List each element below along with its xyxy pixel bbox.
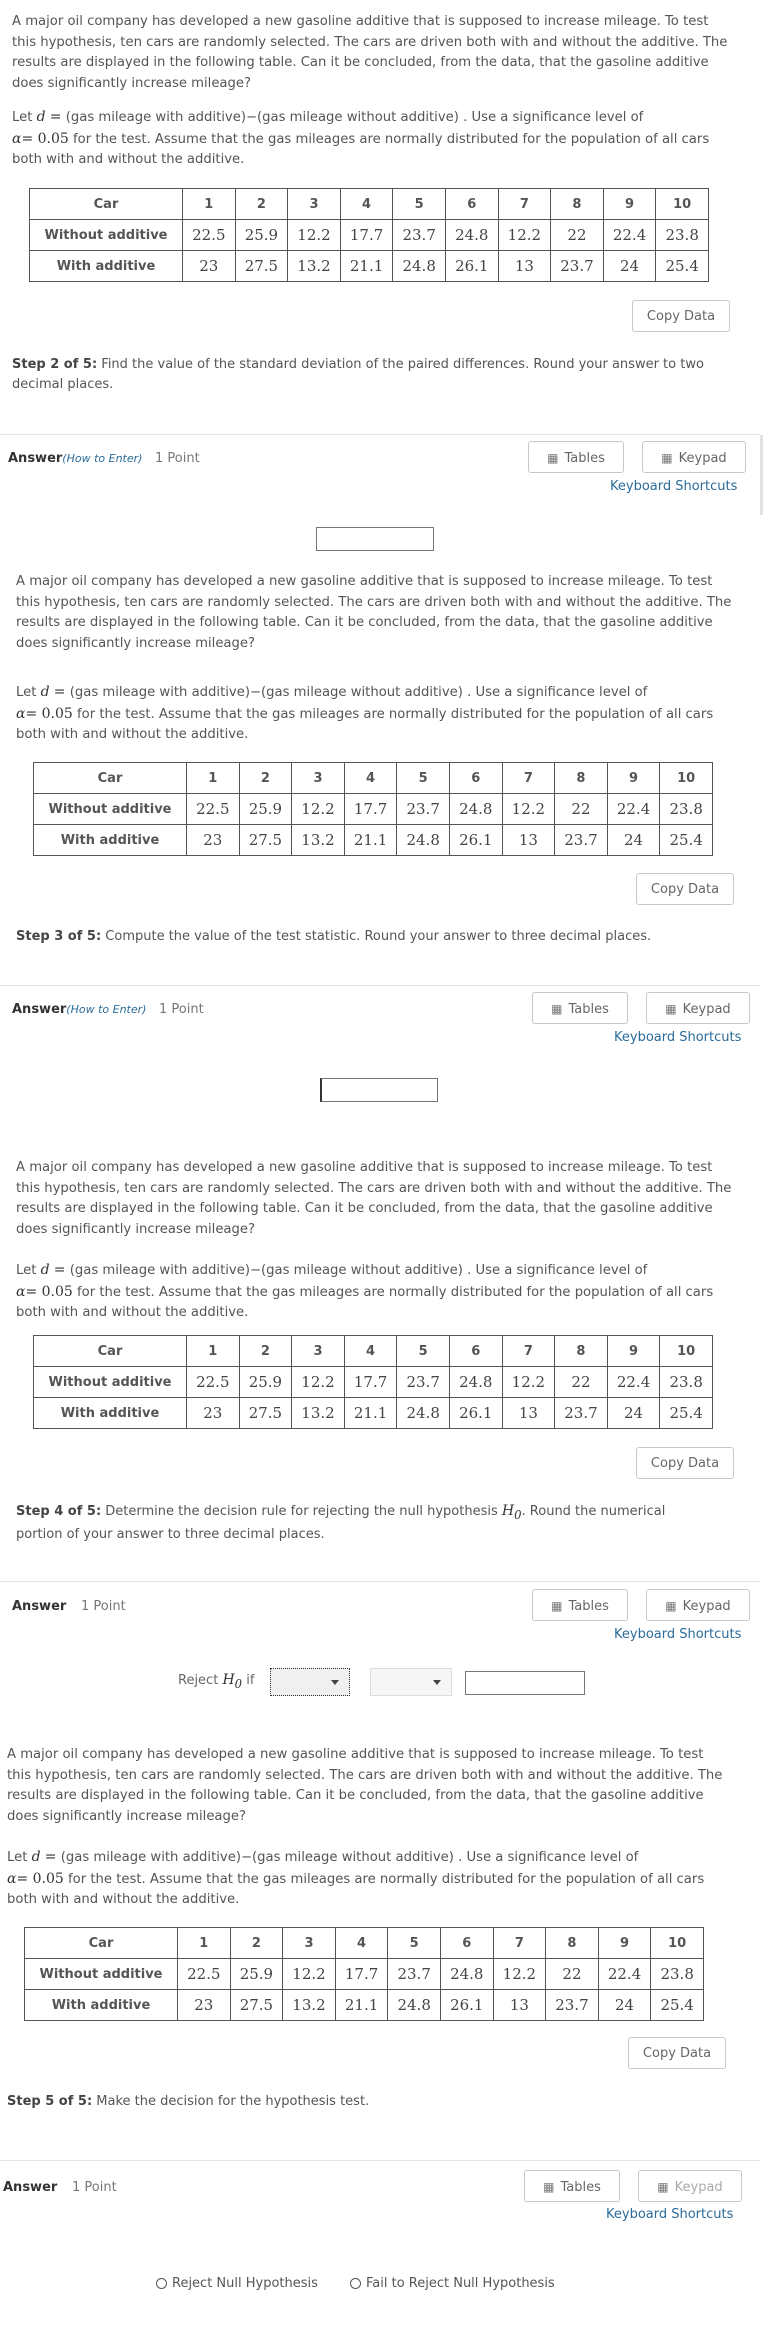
table-header-cell: 7	[502, 1336, 555, 1367]
table-cell: 24	[603, 251, 656, 282]
table-cell: 21.1	[340, 251, 393, 282]
keyboard-shortcuts-link[interactable]: Keyboard Shortcuts	[614, 1030, 742, 1045]
table-cell: 23.7	[397, 794, 450, 825]
table-icon: ▦	[551, 1002, 563, 1016]
question-card-step-3	[0, 565, 768, 1130]
problem-definition: Let d = (gas mileage with additive)−(gas mileage without additive) . Use a significance level of α= 0.05 for the test. Assume that the gas mileages are normally distributed for the population of all cars both with and without the additive.	[16, 684, 714, 742]
how-to-enter-link[interactable]: (How to Enter)	[62, 452, 143, 465]
table-row	[34, 825, 713, 856]
h0-symbol: $H_0$	[222, 1672, 243, 1691]
table-header-cell: 10	[656, 189, 709, 220]
table-cell: 25.4	[651, 1990, 704, 2021]
table-header-cell: 6	[440, 1928, 493, 1959]
table-cell: 24	[598, 1990, 651, 2021]
table-cell: 25.9	[239, 794, 292, 825]
table-header-cell: 3	[292, 1336, 345, 1367]
table-cell: 23.8	[660, 794, 713, 825]
table-cell: 12.2	[292, 1367, 345, 1398]
table-cell: 17.7	[344, 794, 397, 825]
table-row-label: Without additive	[30, 220, 183, 251]
table-row-label: Without additive	[25, 1959, 178, 1990]
table-cell: 27.5	[239, 1398, 292, 1429]
copy-data-button[interactable]: Copy Data	[632, 300, 730, 332]
table-cell: 23	[183, 251, 236, 282]
table-cell: 23	[187, 825, 240, 856]
table-header-cell: 1	[178, 1928, 231, 1959]
table-header-cell: 5	[397, 763, 450, 794]
table-header-cell: 2	[239, 1336, 292, 1367]
table-cell: 12.2	[292, 794, 345, 825]
mileage-table	[33, 1335, 713, 1429]
table-header-cell: 2	[230, 1928, 283, 1959]
table-row	[34, 1398, 713, 1429]
table-header-car: Car	[25, 1928, 178, 1959]
table-cell: 22.4	[598, 1959, 651, 1990]
table-row	[34, 1367, 713, 1398]
table-cell: 24.8	[397, 1398, 450, 1429]
question-card-step-5	[0, 1740, 768, 2336]
table-header-row	[34, 763, 713, 794]
question-card-step-4	[0, 1150, 768, 1720]
table-cell: 25.9	[239, 1367, 292, 1398]
copy-data-button[interactable]: Copy Data	[628, 2037, 726, 2069]
calculator-icon: ▦	[657, 2180, 669, 2194]
table-cell: 21.1	[344, 825, 397, 856]
reject-if-label: Reject $H_0$ if	[178, 1672, 255, 1691]
table-row-label: With additive	[34, 825, 187, 856]
table-cell: 13.2	[288, 251, 341, 282]
table-cell: 13	[493, 1990, 546, 2021]
table-row-label: Without additive	[34, 1367, 187, 1398]
table-header-cell: 9	[603, 189, 656, 220]
table-cell: 27.5	[235, 251, 288, 282]
calculator-icon: ▦	[665, 1599, 677, 1613]
table-header-row	[25, 1928, 704, 1959]
table-cell: 22	[546, 1959, 599, 1990]
answer-label: Answer(How to Enter)	[8, 451, 143, 466]
table-row	[30, 220, 709, 251]
table-cell: 12.2	[288, 220, 341, 251]
points-label: 1 Point	[72, 2180, 117, 2195]
table-row	[34, 794, 713, 825]
table-header-cell: 4	[344, 763, 397, 794]
table-cell: 22.4	[607, 1367, 660, 1398]
keyboard-shortcuts-link[interactable]: Keyboard Shortcuts	[610, 479, 738, 494]
table-cell: 23.8	[651, 1959, 704, 1990]
problem-intro: A major oil company has developed a new gasoline additive that is supposed to increase mileage. To test this hypothesis, ten cars are randomly selected. The cars are driven both with and without the additive. The results are displayed in the following table. Can it be concluded, from the data, that the gasoline additive does significantly increase mileage?	[7, 1747, 723, 1824]
keypad-button[interactable]: ▦ Keypad	[646, 1589, 750, 1621]
table-header-cell: 5	[393, 189, 446, 220]
radio-reject-null[interactable]: Reject Null Hypothesis	[156, 2276, 318, 2291]
table-cell: 12.2	[502, 1367, 555, 1398]
how-to-enter-link[interactable]: (How to Enter)	[66, 1003, 147, 1016]
table-cell: 26.1	[445, 251, 498, 282]
table-cell: 17.7	[344, 1367, 397, 1398]
table-icon: ▦	[543, 2180, 555, 2194]
table-cell: 22.5	[183, 220, 236, 251]
table-cell: 13	[502, 825, 555, 856]
table-cell: 25.9	[230, 1959, 283, 1990]
step-3-prompt: Step 3 of 5: Compute the value of the test statistic. Round your answer to three decimal places.	[16, 929, 652, 944]
keyboard-shortcuts-link[interactable]: Keyboard Shortcuts	[606, 2207, 734, 2222]
table-cell: 24	[607, 825, 660, 856]
tables-button[interactable]: ▦ Tables	[524, 2170, 620, 2202]
radio-circle-icon	[350, 2278, 361, 2289]
table-cell: 24.8	[388, 1990, 441, 2021]
table-cell: 13.2	[292, 1398, 345, 1429]
table-cell: 24	[607, 1398, 660, 1429]
table-cell: 22	[551, 220, 604, 251]
table-cell: 23.7	[555, 825, 608, 856]
problem-intro: A major oil company has developed a new gasoline additive that is supposed to increase mileage. To test this hypothesis, ten cars are randomly selected. The cars are driven both with and without the additive. The results are displayed in the following table. Can it be concluded, from the data, that the gasoline additive does significantly increase mileage?	[12, 14, 728, 91]
table-cell: 23.7	[397, 1367, 450, 1398]
table-cell: 27.5	[230, 1990, 283, 2021]
table-header-cell: 4	[344, 1336, 397, 1367]
keypad-button[interactable]: ▦ Keypad	[638, 2170, 742, 2202]
table-cell: 27.5	[239, 825, 292, 856]
table-header-cell: 3	[288, 189, 341, 220]
table-header-cell: 5	[397, 1336, 450, 1367]
table-cell: 23.8	[656, 220, 709, 251]
table-header-row	[34, 1336, 713, 1367]
problem-intro: A major oil company has developed a new gasoline additive that is supposed to increase mileage. To test this hypothesis, ten cars are randomly selected. The cars are driven both with and without the additive. The results are displayed in the following table. Can it be concluded, from the data, that the gasoline additive does significantly increase mileage?	[16, 1160, 732, 1237]
tables-button[interactable]: ▦ Tables	[528, 441, 624, 473]
table-cell: 13.2	[283, 1990, 336, 2021]
table-header-cell: 7	[498, 189, 551, 220]
table-cell: 25.4	[660, 825, 713, 856]
table-cell: 12.2	[498, 220, 551, 251]
table-cell: 17.7	[340, 220, 393, 251]
table-cell: 26.1	[449, 825, 502, 856]
table-cell: 12.2	[502, 794, 555, 825]
table-header-cell: 6	[449, 1336, 502, 1367]
table-header-cell: 4	[335, 1928, 388, 1959]
keypad-button[interactable]: ▦ Keypad	[642, 441, 746, 473]
problem-definition: Let d = (gas mileage with additive)−(gas mileage without additive) . Use a significance level of α= 0.05 for the test. Assume that the gas mileages are normally distributed for the population of all cars both with and without the additive.	[16, 1262, 714, 1320]
table-header-cell: 8	[551, 189, 604, 220]
points-label: 1 Point	[155, 451, 200, 466]
h0-symbol: $H_0$	[501, 1503, 522, 1522]
table-cell: 23.7	[393, 220, 446, 251]
table-cell: 12.2	[283, 1959, 336, 1990]
table-cell: 22	[555, 1367, 608, 1398]
tables-button[interactable]: ▦ Tables	[532, 992, 628, 1024]
table-row	[30, 251, 709, 282]
table-row-label: With additive	[34, 1398, 187, 1429]
answer-label: Answer	[12, 1599, 67, 1614]
problem-definition: Let d = (gas mileage with additive)−(gas mileage without additive) . Use a significance level of α= 0.05 for the test. Assume that the gas mileages are normally distributed for the population of all cars both with and without the additive.	[7, 1849, 705, 1907]
table-cell: 24.8	[393, 251, 446, 282]
table-header-cell: 10	[660, 763, 713, 794]
table-cell: 26.1	[449, 1398, 502, 1429]
table-cell: 23.7	[388, 1959, 441, 1990]
points-label: 1 Point	[81, 1599, 126, 1614]
table-cell: 25.9	[235, 220, 288, 251]
table-header-cell: 8	[546, 1928, 599, 1959]
problem-intro: A major oil company has developed a new gasoline additive that is supposed to increase mileage. To test this hypothesis, ten cars are randomly selected. The cars are driven both with and without the additive. The results are displayed in the following table. Can it be concluded, from the data, that the gasoline additive does significantly increase mileage?	[16, 574, 732, 651]
table-header-cell: 9	[607, 763, 660, 794]
table-cell: 13	[502, 1398, 555, 1429]
table-cell: 21.1	[344, 1398, 397, 1429]
scrollbar-track[interactable]	[760, 435, 763, 515]
answer-input[interactable]	[320, 1078, 438, 1102]
table-header-cell: 2	[239, 763, 292, 794]
table-cell: 23.7	[546, 1990, 599, 2021]
divider	[0, 2160, 760, 2161]
divider	[0, 985, 760, 986]
table-header-cell: 2	[235, 189, 288, 220]
table-header-cell: 8	[555, 1336, 608, 1367]
mileage-table	[33, 762, 713, 856]
table-row	[25, 1959, 704, 1990]
points-label: 1 Point	[159, 1002, 204, 1017]
table-header-car: Car	[30, 189, 183, 220]
table-header-cell: 6	[449, 763, 502, 794]
table-header-row	[30, 189, 709, 220]
table-cell: 17.7	[335, 1959, 388, 1990]
calculator-icon: ▦	[661, 451, 673, 465]
step-2-prompt: Step 2 of 5: Find the value of the standard deviation of the paired differences. Round your answer to two decimal places.	[12, 357, 704, 392]
table-header-cell: 7	[502, 763, 555, 794]
divider	[0, 434, 760, 435]
table-cell: 23	[187, 1398, 240, 1429]
table-cell: 22.4	[607, 794, 660, 825]
table-header-cell: 10	[651, 1928, 704, 1959]
keyboard-shortcuts-link[interactable]: Keyboard Shortcuts	[614, 1627, 742, 1642]
table-cell: 12.2	[493, 1959, 546, 1990]
table-cell: 21.1	[335, 1990, 388, 2021]
divider	[0, 1581, 760, 1582]
table-cell: 24.8	[449, 1367, 502, 1398]
step-4-prompt: Step 4 of 5: Determine the decision rule for rejecting the null hypothesis $H_0$. Round the numerical portion of your answer to three decimal places.	[16, 1503, 666, 1542]
table-header-cell: 1	[187, 763, 240, 794]
copy-data-button[interactable]: Copy Data	[636, 1447, 734, 1479]
table-cell: 22.5	[187, 794, 240, 825]
table-row-label: With additive	[25, 1990, 178, 2021]
table-cell: 22.5	[187, 1367, 240, 1398]
keypad-button[interactable]: ▦ Keypad	[646, 992, 750, 1024]
test-statistic-select[interactable]	[270, 1668, 350, 1696]
calculator-icon: ▦	[665, 1002, 677, 1016]
table-header-cell: 9	[598, 1928, 651, 1959]
table-row	[25, 1990, 704, 2021]
table-cell: 24.8	[445, 220, 498, 251]
tables-button[interactable]: ▦ Tables	[532, 1589, 628, 1621]
table-cell: 22	[555, 794, 608, 825]
table-cell: 24.8	[397, 825, 450, 856]
table-header-cell: 10	[660, 1336, 713, 1367]
table-header-cell: 1	[187, 1336, 240, 1367]
comparison-operator-select[interactable]	[370, 1668, 452, 1696]
table-header-cell: 6	[445, 189, 498, 220]
mileage-table	[29, 188, 709, 282]
table-cell: 24.8	[449, 794, 502, 825]
table-cell: 22.4	[603, 220, 656, 251]
table-row-label: With additive	[30, 251, 183, 282]
table-icon: ▦	[551, 1599, 563, 1613]
radio-circle-icon	[156, 2278, 167, 2289]
table-cell: 23	[178, 1990, 231, 2021]
table-header-cell: 3	[283, 1928, 336, 1959]
table-header-cell: 4	[340, 189, 393, 220]
radio-fail-to-reject-null[interactable]: Fail to Reject Null Hypothesis	[350, 2276, 555, 2291]
table-cell: 25.4	[656, 251, 709, 282]
critical-value-input[interactable]	[465, 1671, 585, 1695]
table-cell: 22.5	[178, 1959, 231, 1990]
table-header-cell: 8	[555, 763, 608, 794]
mileage-table	[24, 1927, 704, 2021]
table-header-car: Car	[34, 1336, 187, 1367]
table-cell: 23.7	[555, 1398, 608, 1429]
table-cell: 24.8	[440, 1959, 493, 1990]
chevron-down-icon	[433, 1680, 441, 1685]
table-header-cell: 7	[493, 1928, 546, 1959]
table-cell: 25.4	[660, 1398, 713, 1429]
table-header-cell: 5	[388, 1928, 441, 1959]
problem-definition: Let d = (gas mileage with additive)−(gas mileage without additive) . Use a significance level of α= 0.05 for the test. Assume that the gas mileages are normally distributed for the population of all cars both with and without the additive.	[12, 109, 710, 167]
chevron-down-icon	[331, 1680, 339, 1685]
table-cell: 13.2	[292, 825, 345, 856]
step-5-prompt: Step 5 of 5: Make the decision for the hypothesis test.	[7, 2094, 370, 2109]
table-header-cell: 9	[607, 1336, 660, 1367]
answer-label: Answer(How to Enter)	[12, 1002, 147, 1017]
table-cell: 26.1	[440, 1990, 493, 2021]
table-icon: ▦	[547, 451, 559, 465]
answer-input[interactable]	[316, 527, 434, 551]
table-cell: 23.7	[551, 251, 604, 282]
table-header-cell: 1	[183, 189, 236, 220]
question-card-step-2	[0, 0, 768, 545]
table-cell: 23.8	[660, 1367, 713, 1398]
table-header-car: Car	[34, 763, 187, 794]
table-row-label: Without additive	[34, 794, 187, 825]
table-cell: 13	[498, 251, 551, 282]
table-header-cell: 3	[292, 763, 345, 794]
copy-data-button[interactable]: Copy Data	[636, 873, 734, 905]
answer-label: Answer	[3, 2180, 58, 2195]
